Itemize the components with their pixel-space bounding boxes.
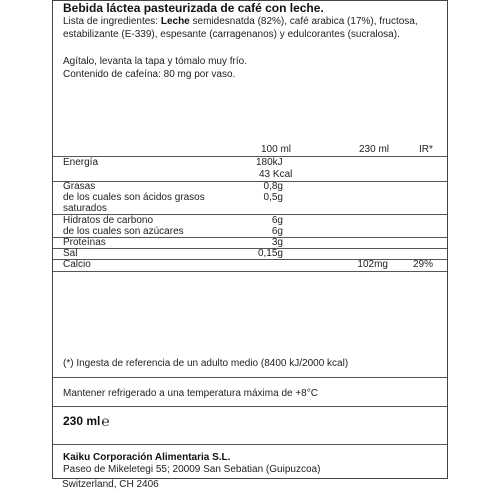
nutrition-row-value-100ml: 0,5g <box>263 192 283 203</box>
net-volume <box>63 415 110 427</box>
section-divider <box>53 444 447 445</box>
reference-intake-note: (*) Ingesta de referencia de un adulto medio (8400 kJ/2000 kcal) <box>63 358 349 369</box>
instructions-text: Agítalo, levanta la tapa y tómalo muy frío. <box>63 56 247 67</box>
nutrition-header-ir: IR* <box>419 144 433 155</box>
nutrition-row-value-230ml: 102mg <box>357 259 388 270</box>
nutrition-row-value-100ml: 3g <box>271 237 283 248</box>
ingredients-rest: semidesnatda (82%), café arabica (17%), fructosa, estabilizante (E-339), espesante (carragenanos) y edulcorantes (sucralosa). <box>63 16 418 40</box>
estimated-sign-icon: ℮ <box>101 413 110 429</box>
nutrition-row-label: Proteínas <box>63 237 106 248</box>
nutrition-table-bottom-divider <box>53 271 447 272</box>
nutrition-header-230ml: 230 ml <box>359 144 390 155</box>
company-address: Paseo de Mikeletegi 55; 20009 San Sebatian (Guipuzcoa) <box>63 464 321 475</box>
nutrition-row-label: Sal <box>63 248 78 259</box>
net-volume-value: 230 ml <box>63 414 101 428</box>
nutrition-row-label: Hidratos de carbono <box>63 215 154 226</box>
nutrition-row-value-100ml: 180kJ <box>256 157 283 168</box>
nutrition-row-value-ir: 29% <box>412 259 433 270</box>
nutrition-row-label: Grasas <box>63 181 96 192</box>
nutrition-header-divider <box>53 156 447 157</box>
nutrition-row-value-100ml: 6g <box>271 215 283 226</box>
nutrition-row-label: de los cuales son ácidos grasos <box>63 192 205 203</box>
nutrition-row-value-100ml: 0,8g <box>263 181 283 192</box>
nutrition-row-value-100ml: 0,15g <box>257 248 283 259</box>
caffeine-text: Contenido de cafeína: 80 mg por vaso. <box>63 69 236 80</box>
nutrition-row-label: saturados <box>63 203 107 214</box>
company-country: Switzerland, CH 2406 <box>62 479 159 490</box>
ingredients-highlight: Leche <box>160 16 190 27</box>
nutrition-row-value-100ml: 6g <box>271 226 283 237</box>
nutrition-header-100ml: 100 ml <box>261 144 292 155</box>
product-title: Bebida láctea pasteurizada de café con leche. <box>63 1 324 15</box>
section-divider <box>53 406 447 407</box>
ingredients-list <box>63 16 441 41</box>
company-name: Kaiku Corporación Alimentaria S.L. <box>63 452 231 463</box>
ingredients-prefix: Lista de ingredientes: <box>63 16 161 27</box>
nutrition-row-label: de los cuales son azúcares <box>63 226 184 237</box>
section-divider <box>53 377 447 378</box>
storage-instructions: Mantener refrigerado a una temperatura máxima de +8°C <box>63 388 318 399</box>
nutrition-row-label: Energía <box>63 157 99 168</box>
nutrition-row-label: Calcio <box>63 259 91 270</box>
nutrition-row-value-100ml: 43 Kcal <box>259 169 293 180</box>
product-label <box>52 0 448 479</box>
